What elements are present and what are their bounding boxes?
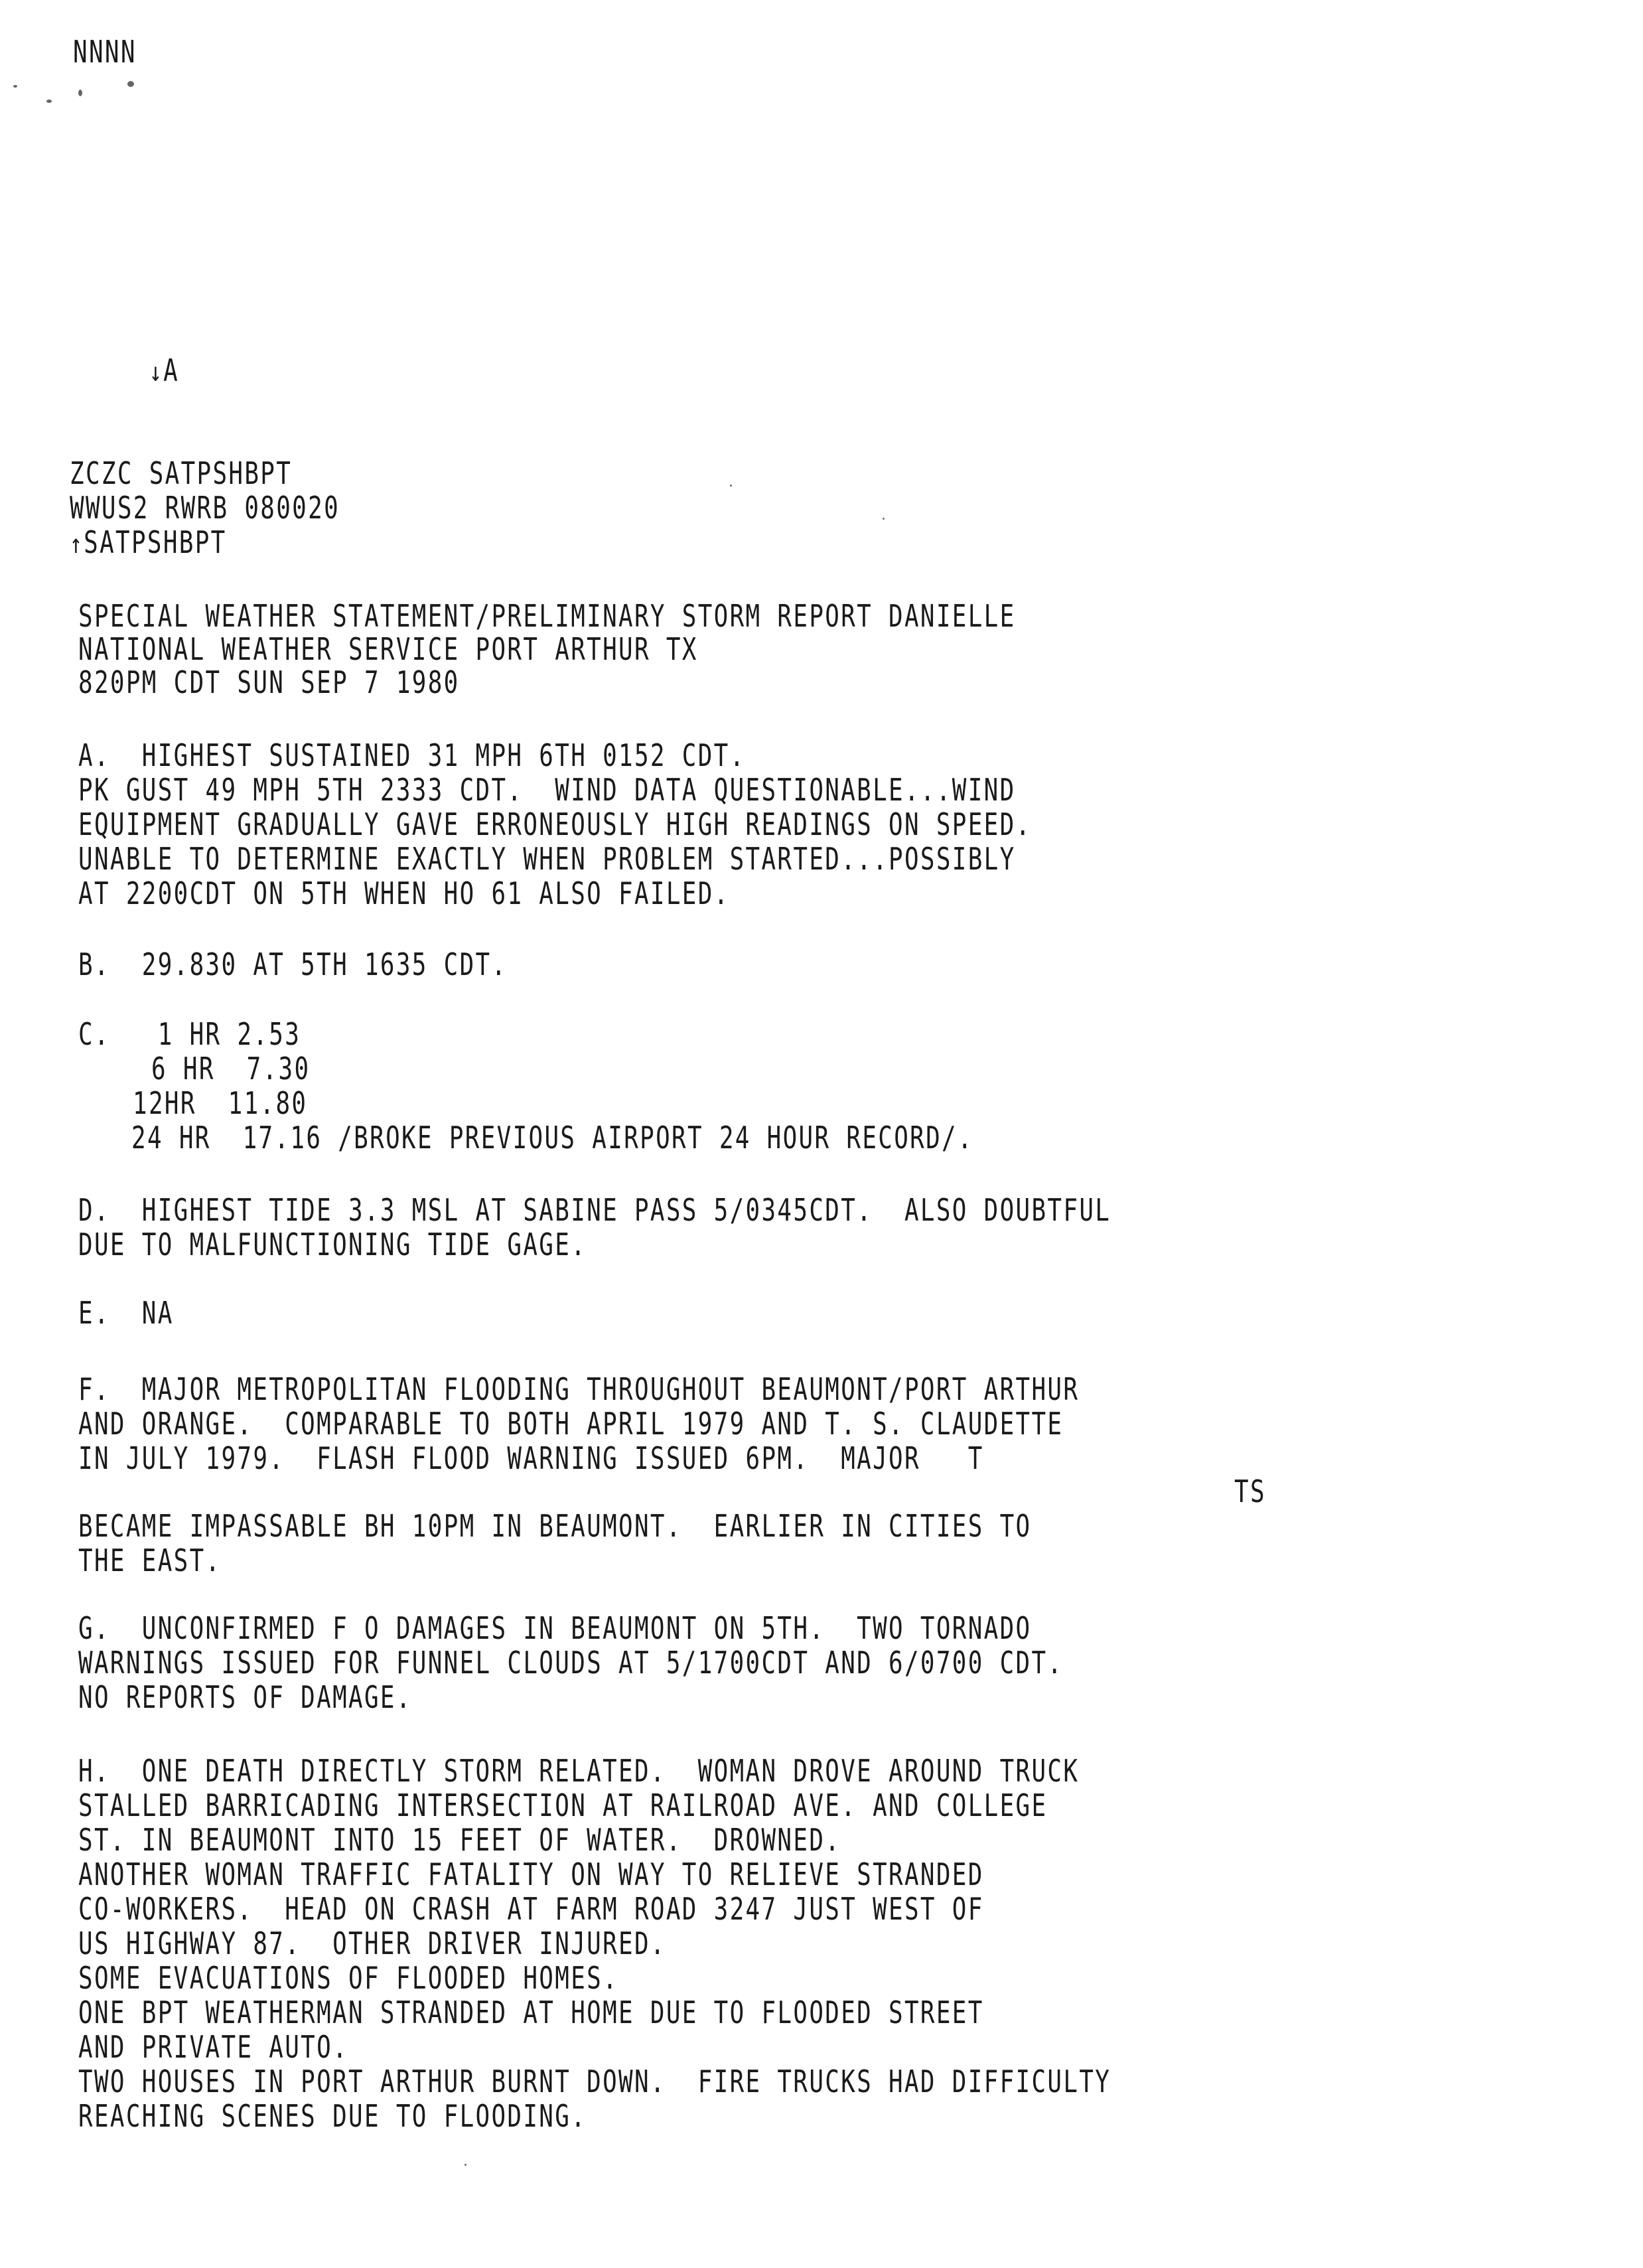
scan-speck xyxy=(78,90,82,96)
section-c-line: C. 1 HR 2.53 xyxy=(78,1016,301,1052)
section-f-line: F. MAJOR METROPOLITAN FLOODING THROUGHOUT BEAUMONT/PORT ARTHUR xyxy=(78,1371,1080,1407)
section-g-line: WARNINGS ISSUED FOR FUNNEL CLOUDS AT 5/1700CDT AND 6/0700 CDT. xyxy=(78,1645,1064,1681)
section-f-line: IN JULY 1979. FLASH FLOOD WARNING ISSUED 6PM. MAJOR T xyxy=(78,1440,984,1476)
scan-speck xyxy=(13,85,17,88)
section-f-line: THE EAST. xyxy=(78,1543,222,1578)
section-h-line: STALLED BARRICADING INTERSECTION AT RAILROAD AVE. AND COLLEGE xyxy=(78,1787,1048,1823)
section-c-line: 6 HR 7.30 xyxy=(151,1051,311,1087)
section-d-line: D. HIGHEST TIDE 3.3 MSL AT SABINE PASS 5/0345CDT. ALSO DOUBTFUL xyxy=(78,1192,1111,1228)
section-h-line: TWO HOUSES IN PORT ARTHUR BURNT DOWN. FIRE TRUCKS HAD DIFFICULTY xyxy=(78,2064,1111,2099)
section-a-line: A. HIGHEST SUSTAINED 31 MPH 6TH 0152 CDT. xyxy=(78,737,746,773)
section-marker xyxy=(149,352,180,388)
section-f-fragment: TS xyxy=(1234,1474,1266,1509)
scan-speck xyxy=(46,100,52,103)
section-h-line: US HIGHWAY 87. OTHER DRIVER INJURED. xyxy=(78,1926,666,1961)
section-a-line: AT 2200CDT ON 5TH WHEN HO 61 ALSO FAILED. xyxy=(78,875,730,911)
marker-letter: A xyxy=(163,352,180,388)
section-h-line: SOME EVACUATIONS OF FLOODED HOMES. xyxy=(78,1960,619,1996)
section-c-line: 24 HR 17.16 /BROKE PREVIOUS AIRPORT 24 HOUR RECORD/. xyxy=(131,1120,973,1156)
section-h-line: ANOTHER WOMAN TRAFFIC FATALITY ON WAY TO RELIEVE STRANDED xyxy=(78,1856,984,1892)
scan-speck xyxy=(730,485,732,487)
section-h-line: REACHING SCENES DUE TO FLOODING. xyxy=(78,2098,587,2134)
section-h-line: CO-WORKERS. HEAD ON CRASH AT FARM ROAD 3247 JUST WEST OF xyxy=(78,1891,984,1927)
section-a-line: UNABLE TO DETERMINE EXACTLY WHEN PROBLEM STARTED...POSSIBLY xyxy=(78,841,1016,877)
scan-speck xyxy=(464,2164,466,2166)
section-g-line: NO REPORTS OF DAMAGE. xyxy=(78,1679,412,1715)
routing-line-3: ↑SATPSHBPT xyxy=(70,524,227,560)
issue-time: 820PM CDT SUN SEP 7 1980 xyxy=(78,664,460,700)
routing-line-2: WWUS2 RWRB 080020 xyxy=(70,490,340,526)
section-e-line: E. NA xyxy=(78,1295,174,1331)
section-h-line: H. ONE DEATH DIRECTLY STORM RELATED. WOMAN DROVE AROUND TRUCK xyxy=(78,1753,1080,1789)
scan-speck xyxy=(883,518,885,520)
section-d-line: DUE TO MALFUNCTIONING TIDE GAGE. xyxy=(78,1227,587,1262)
scan-speck xyxy=(127,81,134,87)
section-b-line: B. 29.830 AT 5TH 1635 CDT. xyxy=(78,946,508,982)
section-f-line: BECAME IMPASSABLE BH 10PM IN BEAUMONT. EARLIER IN CITIES TO xyxy=(78,1508,1032,1544)
routing-line-1: ZCZC SATPSHBPT xyxy=(70,455,293,491)
section-a-line: PK GUST 49 MPH 5TH 2333 CDT. WIND DATA QUESTIONABLE...WIND xyxy=(78,772,1016,808)
statement-title: SPECIAL WEATHER STATEMENT/PRELIMINARY STORM REPORT DANIELLE xyxy=(78,598,1016,634)
section-a-line: EQUIPMENT GRADUALLY GAVE ERRONEOUSLY HIGH READINGS ON SPEED. xyxy=(78,806,1032,842)
section-f-line: AND ORANGE. COMPARABLE TO BOTH APRIL 1979 AND T. S. CLAUDETTE xyxy=(78,1406,1064,1442)
section-g-line: G. UNCONFIRMED F O DAMAGES IN BEAUMONT ON 5TH. TWO TORNADO xyxy=(78,1610,1032,1646)
section-c-line: 12HR 11.80 xyxy=(133,1085,308,1121)
arrow-down-icon: ↓ xyxy=(149,357,164,388)
arrow-up-icon: ↑ xyxy=(70,529,84,560)
issuing-office: NATIONAL WEATHER SERVICE PORT ARTHUR TX xyxy=(78,631,698,667)
section-h-line: ONE BPT WEATHERMAN STRANDED AT HOME DUE TO FLOODED STREET xyxy=(78,1995,984,2030)
section-h-line: AND PRIVATE AUTO. xyxy=(78,2029,349,2065)
end-of-message-marker: NNNN xyxy=(73,34,137,70)
section-h-line: ST. IN BEAUMONT INTO 15 FEET OF WATER. DROWNED. xyxy=(78,1822,841,1858)
